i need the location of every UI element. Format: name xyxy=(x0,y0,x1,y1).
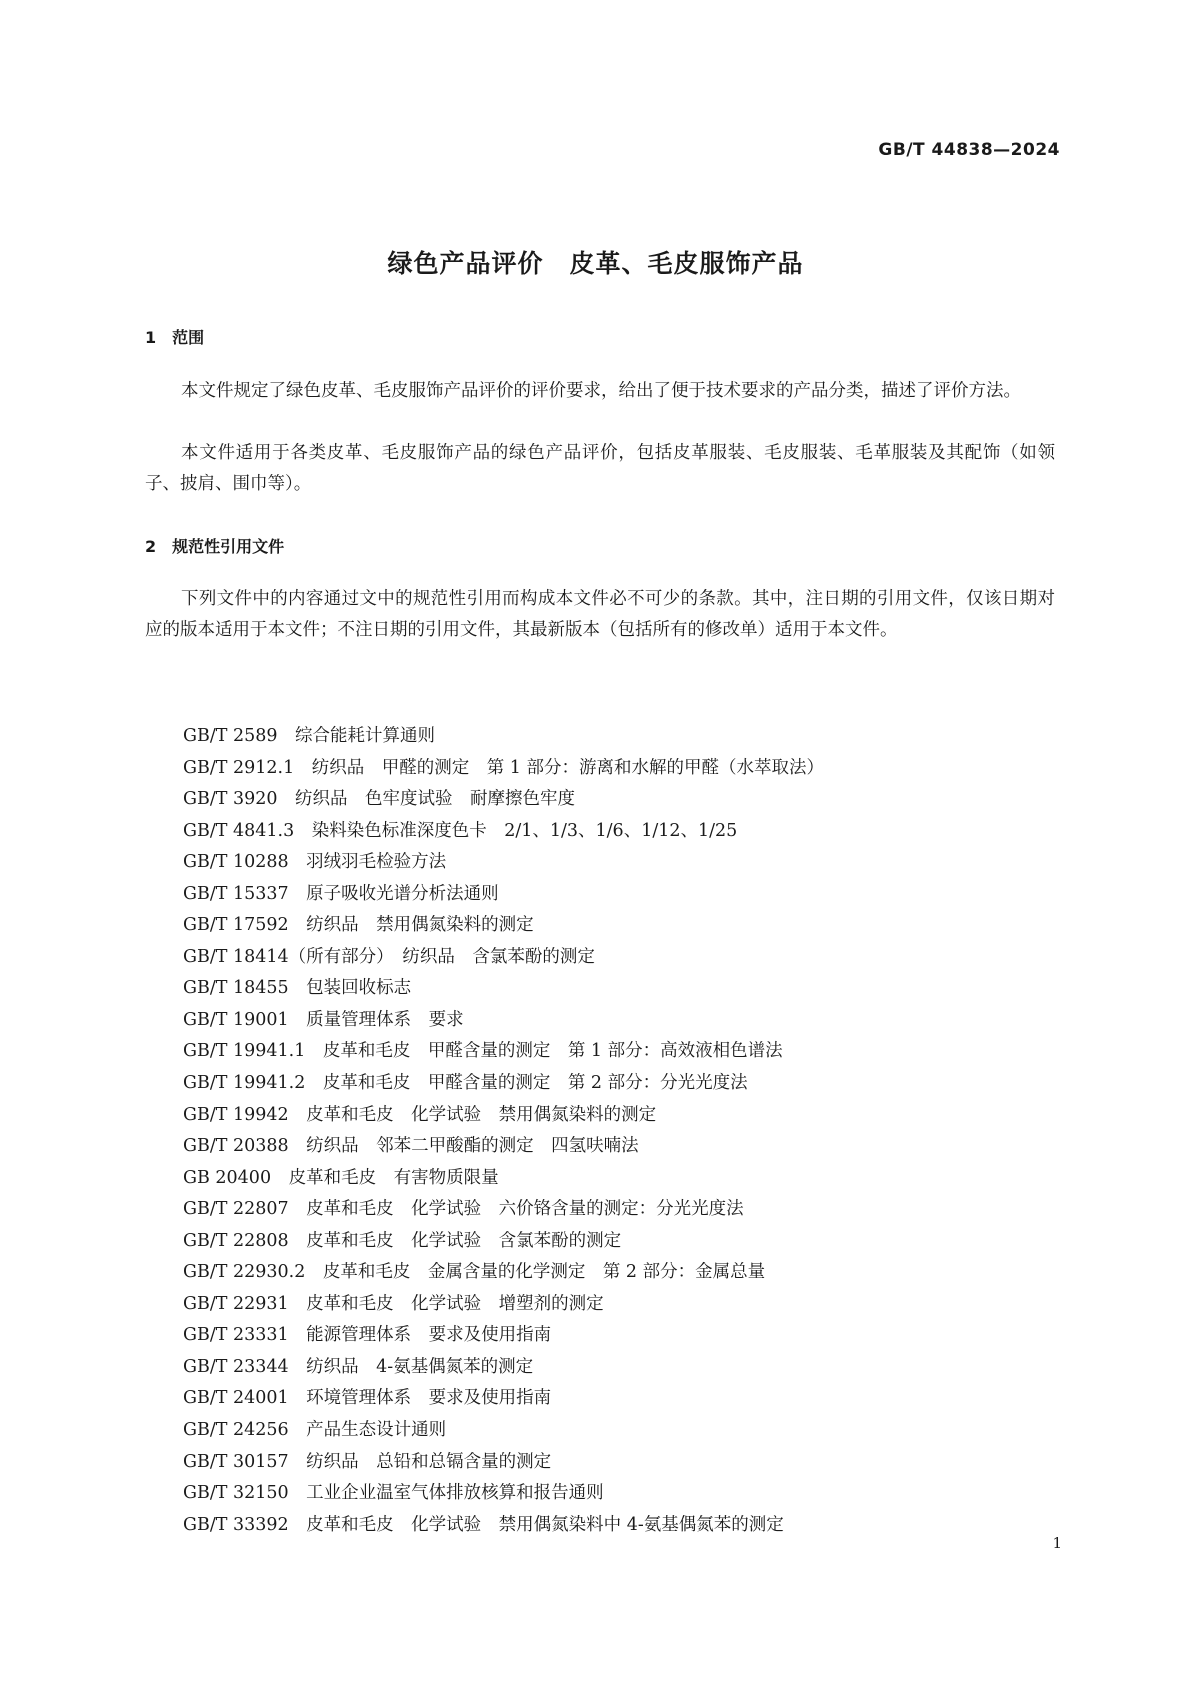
section-heading-normative-references: 2 规范性引用文件 xyxy=(145,537,285,556)
reference-item: GB 20400 皮革和毛皮 有害物质限量 xyxy=(183,1167,499,1188)
standard-number: GB/T 44838—2024 xyxy=(878,140,1060,160)
reference-item: GB/T 17592 纺织品 禁用偶氮染料的测定 xyxy=(183,915,534,936)
reference-item: GB/T 30157 纺织品 总铅和总镉含量的测定 xyxy=(183,1451,552,1472)
reference-item: GB/T 2589 综合能耗计算通则 xyxy=(183,726,436,746)
reference-item: GB/T 32150 工业企业温室气体排放核算和报告通则 xyxy=(183,1483,604,1504)
reference-item: GB/T 20388 纺织品 邻苯二甲酸酯的测定 四氢呋喃法 xyxy=(183,1136,639,1157)
reference-item: GB/T 2912.1 纺织品 甲醛的测定 第 1 部分：游离和水解的甲醛（水萃取法） xyxy=(183,757,824,778)
reference-item: GB/T 33392 皮革和毛皮 化学试验 禁用偶氮染料中 4-氨基偶氮苯的测定 xyxy=(183,1514,784,1535)
reference-item: GB/T 19941.2 皮革和毛皮 甲醛含量的测定 第 2 部分：分光光度法 xyxy=(183,1073,748,1094)
reference-item: GB/T 10288 羽绒羽毛检验方法 xyxy=(183,852,447,873)
section-heading-scope: 1 范围 xyxy=(145,328,205,347)
reference-item: GB/T 19942 皮革和毛皮 化学试验 禁用偶氮染料的测定 xyxy=(183,1104,657,1125)
reference-item: GB/T 18455 包装回收标志 xyxy=(183,978,412,999)
scope-paragraph-1: 本文件规定了绿色皮革、毛皮服饰产品评价的评价要求，给出了便于技术要求的产品分类，描述了评价方法。 xyxy=(181,381,1021,401)
reference-item: GB/T 24001 环境管理体系 要求及使用指南 xyxy=(183,1388,552,1409)
reference-item: GB/T 22807 皮革和毛皮 化学试验 六价铬含量的测定：分光光度法 xyxy=(183,1199,744,1220)
references-intro-paragraph: 下列文件中的内容通过文中的规范性引用而构成本文件必不可少的条款。其中，注日期的引用文件，仅该日期对应的版本适用于本文件；不注日期的引用文件，其最新版本（包括所有的修改单）适用于本文件。 xyxy=(145,589,1055,640)
reference-item: GB/T 15337 原子吸收光谱分析法通则 xyxy=(183,883,499,904)
reference-item: GB/T 24256 产品生态设计通则 xyxy=(183,1420,447,1441)
page-number: 1 xyxy=(1052,1534,1062,1552)
document-title: 绿色产品评价 皮革、毛皮服饰产品 xyxy=(387,249,804,278)
reference-item: GB/T 22808 皮革和毛皮 化学试验 含氯苯酚的测定 xyxy=(183,1230,622,1251)
reference-item: GB/T 22930.2 皮革和毛皮 金属含量的化学测定 第 2 部分：金属总量 xyxy=(183,1262,766,1283)
reference-item: GB/T 23344 纺织品 4-氨基偶氮苯的测定 xyxy=(183,1356,534,1377)
reference-item: GB/T 18414（所有部分） 纺织品 含氯苯酚的测定 xyxy=(183,946,595,967)
scope-paragraph-2: 本文件适用于各类皮革、毛皮服饰产品的绿色产品评价，包括皮革服装、毛皮服装、毛革服装及其配饰（如领子、披肩、围巾等）。 xyxy=(145,443,1055,494)
reference-item: GB/T 19001 质量管理体系 要求 xyxy=(183,1009,464,1030)
reference-item: GB/T 3920 纺织品 色牢度试验 耐摩擦色牢度 xyxy=(183,789,576,810)
reference-list xyxy=(183,721,824,1541)
reference-item: GB/T 19941.1 皮革和毛皮 甲醛含量的测定 第 1 部分：高效液相色谱法 xyxy=(183,1041,783,1062)
reference-item: GB/T 22931 皮革和毛皮 化学试验 增塑剂的测定 xyxy=(183,1293,604,1314)
reference-item: GB/T 4841.3 染料染色标准深度色卡 2/1、1/3、1/6、1/12、1/25 xyxy=(183,820,738,841)
reference-item: GB/T 23331 能源管理体系 要求及使用指南 xyxy=(183,1325,552,1346)
